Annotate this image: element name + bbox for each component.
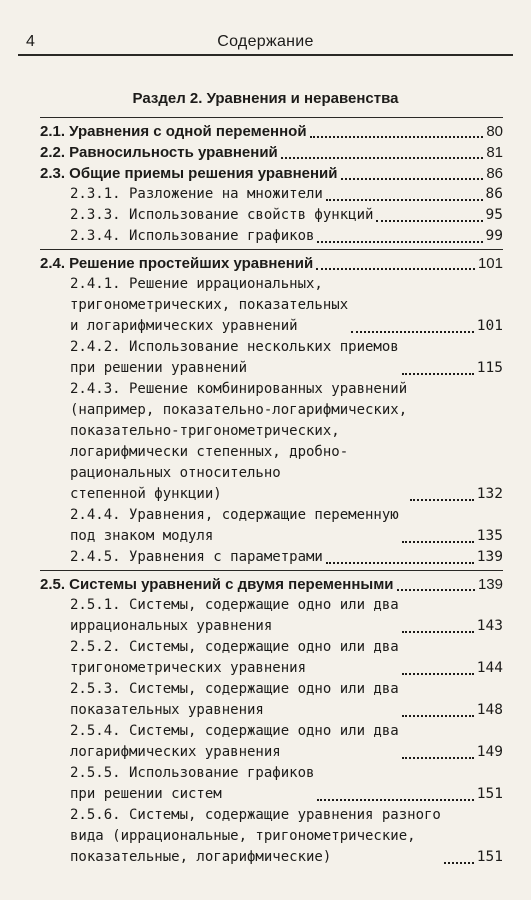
header-rule (18, 54, 513, 56)
toc-entry-title (70, 763, 314, 805)
toc-entry-title (70, 184, 323, 205)
toc-page-number: 151 (476, 786, 503, 802)
dot-leader (317, 241, 482, 243)
toc-entry-title-line: степенной функции) (70, 486, 222, 502)
page-number: 4 (26, 33, 35, 50)
toc-group (40, 570, 503, 868)
toc-entry-title-line: при решении систем (70, 786, 222, 802)
toc-entry-title (40, 121, 307, 142)
dot-leader (316, 268, 475, 270)
toc-entry-title-line: показательных уравнения (70, 702, 264, 718)
dot-leader (402, 373, 474, 375)
toc-page-number: 101 (477, 255, 503, 272)
toc-entry-title (40, 163, 338, 184)
toc-subsection-entry[interactable] (40, 226, 503, 247)
section-heading: Раздел 2. Уравнения и неравенства (132, 90, 399, 107)
toc-page-number: 144 (476, 660, 503, 676)
dot-leader (402, 715, 474, 717)
toc-page-number: 80 (486, 123, 503, 140)
toc-page-number: 135 (476, 528, 503, 544)
toc-subsection-entry[interactable] (40, 337, 503, 379)
toc-entry-title-line: вида (иррациональные, тригонометрические, (70, 828, 416, 844)
toc-entry-title-line: показательно-тригонометрических, (70, 423, 340, 439)
dot-leader (326, 562, 474, 564)
toc-page-number: 139 (476, 549, 503, 565)
toc-subsection-entry[interactable] (40, 274, 503, 337)
toc-entry-title-line: 2.5. Системы уравнений с двумя переменными (40, 576, 394, 593)
toc-subsection-entry[interactable] (40, 379, 503, 505)
toc-entry-title-line: 2.4.4. Уравнения, содержащие переменную (70, 507, 399, 523)
toc-entry-title-line: тригонометрических, показательных (70, 297, 349, 313)
toc-entry-title (40, 574, 394, 595)
toc-page-number: 115 (476, 360, 503, 376)
toc-entry-title (70, 679, 399, 721)
dot-leader (281, 157, 484, 159)
toc-page-number: 99 (485, 228, 503, 244)
toc-page-number: 86 (485, 186, 503, 202)
toc-page-number: 139 (477, 576, 503, 593)
dot-leader (341, 178, 484, 180)
toc-subsection-entry[interactable] (40, 184, 503, 205)
toc-subsection-entry[interactable] (40, 721, 503, 763)
toc-entry-title-line: 2.4.3. Решение комбинированных уравнений (70, 381, 408, 397)
toc-page-number: 95 (485, 207, 503, 223)
toc-section-entry[interactable] (40, 574, 503, 595)
toc-entry-title (40, 142, 278, 163)
dot-leader (310, 136, 484, 138)
toc-section-entry[interactable] (40, 142, 503, 163)
toc-entry-title (70, 505, 399, 547)
toc-entry-title-line: 2.5.1. Системы, содержащие одно или два (70, 597, 399, 613)
toc-entry-title-line: рациональных относительно (70, 465, 281, 481)
toc-entry-title (70, 337, 399, 379)
toc-entry-title-line: и логарифмических уравнений (70, 318, 298, 334)
toc-entry-title-line: 2.1. Уравнения с одной переменной (40, 123, 307, 140)
dot-leader (402, 673, 474, 675)
toc-entry-title-line: 2.4.5. Уравнения с параметрами (70, 549, 323, 565)
toc-subsection-entry[interactable] (40, 205, 503, 226)
toc-subsection-entry[interactable] (40, 805, 503, 868)
toc-entry-title-line: 2.4.2. Использование нескольких приемов (70, 339, 399, 355)
toc-entry-title-line: (например, показательно-логарифмических, (70, 402, 408, 418)
dot-leader (402, 541, 474, 543)
toc-subsection-entry[interactable] (40, 679, 503, 721)
toc-subsection-entry[interactable] (40, 505, 503, 547)
dot-leader (376, 220, 482, 222)
toc-entry-title-line: 2.5.4. Системы, содержащие одно или два (70, 723, 399, 739)
toc-page-number: 148 (476, 702, 503, 718)
toc-subsection-entry[interactable] (40, 763, 503, 805)
toc-subsection-entry[interactable] (40, 547, 503, 568)
dot-leader (326, 199, 483, 201)
toc-section-entry[interactable] (40, 253, 503, 274)
toc-entry-title (70, 226, 314, 247)
toc-entry-title-line: иррациональных уравнения (70, 618, 273, 634)
toc-entry-title (70, 274, 348, 337)
toc-page-number: 86 (486, 165, 503, 182)
toc-entry-title-line: тригонометрических уравнения (70, 660, 307, 676)
toc-subsection-entry[interactable] (40, 595, 503, 637)
dot-leader (397, 589, 475, 591)
dot-leader (444, 862, 474, 864)
dot-leader (402, 631, 474, 633)
toc-entry-title-line: 2.5.2. Системы, содержащие одно или два (70, 639, 399, 655)
toc-entry-title-line: логарифмических уравнения (70, 744, 281, 760)
toc-entry-title-line: 2.4.1. Решение иррациональных, (70, 276, 323, 292)
toc-subsection-entry[interactable] (40, 637, 503, 679)
toc-entry-title (70, 205, 373, 226)
toc-page-number: 132 (476, 486, 503, 502)
dot-leader (410, 499, 474, 501)
toc-group (40, 117, 503, 247)
dot-leader (351, 331, 474, 333)
table-of-contents (40, 117, 503, 870)
dot-leader (317, 799, 473, 801)
toc-page-number: 81 (486, 144, 503, 161)
toc-entry-title (70, 595, 399, 637)
toc-entry-title-line: при решении уравнений (70, 360, 248, 376)
toc-entry-title (70, 805, 441, 868)
toc-page-number: 101 (476, 318, 503, 334)
toc-section-entry[interactable] (40, 121, 503, 142)
toc-entry-title-line: 2.3. Общие приемы решения уравнений (40, 165, 338, 182)
toc-page-number: 149 (476, 744, 503, 760)
toc-entry-title (70, 547, 323, 568)
toc-entry-title (70, 721, 399, 763)
toc-group (40, 249, 503, 568)
toc-entry-title-line: 2.3.3. Использование свойств функций (70, 207, 374, 223)
toc-page-number: 143 (476, 618, 503, 634)
toc-entry-title-line: 2.3.4. Использование графиков (70, 228, 315, 244)
dot-leader (402, 757, 474, 759)
toc-entry-title-line: показательные, логарифмические) (70, 849, 332, 865)
toc-entry-title (70, 637, 399, 679)
toc-page-number: 151 (476, 849, 503, 865)
toc-entry-title (70, 379, 407, 505)
toc-entry-title-line: 2.5.6. Системы, содержащие уравнения разного (70, 807, 441, 823)
toc-entry-title-line: 2.3.1. Разложение на множители (70, 186, 323, 202)
toc-entry-title-line: под знаком модуля (70, 528, 214, 544)
toc-entry-title-line: 2.2. Равносильность уравнений (40, 144, 278, 161)
toc-entry-title-line: 2.5.5. Использование графиков (70, 765, 315, 781)
toc-entry-title-line: 2.5.3. Системы, содержащие одно или два (70, 681, 399, 697)
toc-entry-title-line: 2.4. Решение простейших уравнений (40, 255, 314, 272)
toc-entry-title-line: логарифмически степенных, дробно- (70, 444, 349, 460)
running-head: Содержание (217, 33, 314, 50)
toc-section-entry[interactable] (40, 163, 503, 184)
page-header (18, 27, 513, 55)
toc-entry-title (40, 253, 313, 274)
